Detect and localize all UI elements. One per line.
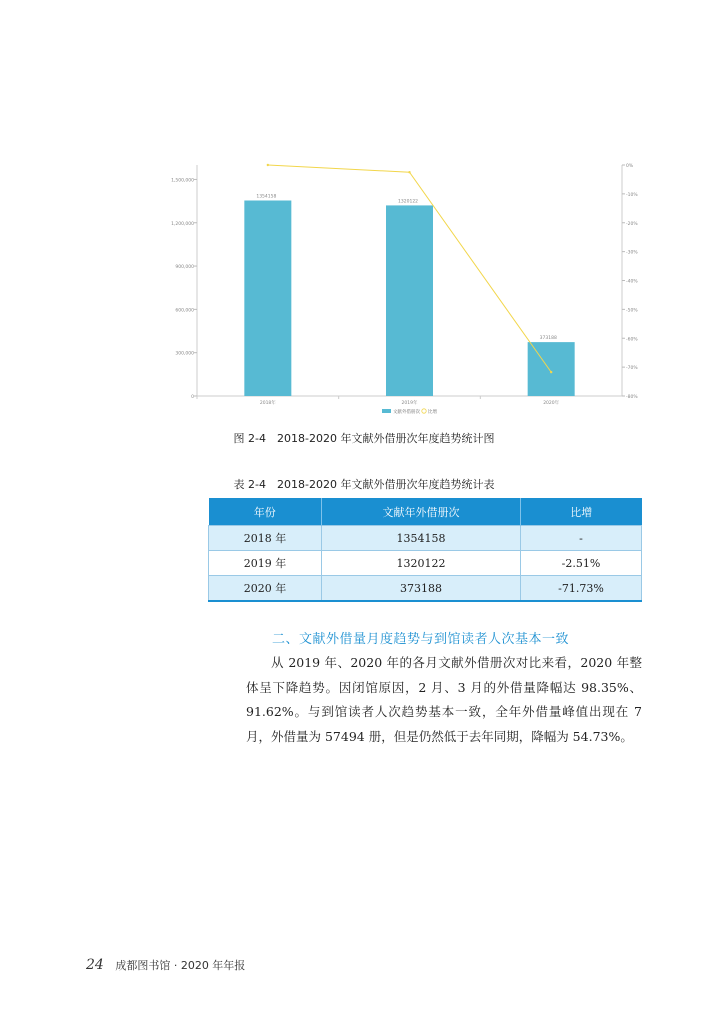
x-tick-label: 2018年 (259, 401, 276, 406)
right-tick-label: -40% (626, 279, 638, 285)
right-tick-label: -10% (626, 192, 638, 198)
cell-borrow-count: 1320122 (322, 551, 521, 576)
right-tick-label: -30% (626, 250, 638, 256)
cell-growth: - (520, 526, 641, 551)
left-tick-label: 900,000 (175, 265, 194, 271)
bar (386, 205, 433, 396)
cell-year: 2020 年 (209, 576, 322, 602)
table-row (209, 551, 642, 576)
cell-growth: -2.51% (520, 551, 641, 576)
legend-swatch-bar (382, 409, 391, 413)
cell-year: 2019 年 (209, 551, 322, 576)
right-tick-label: -60% (626, 337, 638, 343)
growth-point (550, 371, 552, 373)
table-header-row (209, 498, 642, 526)
cell-growth: -71.73% (520, 576, 641, 602)
legend-label-bar: 文献外借册次 (393, 410, 420, 415)
right-tick-label: -50% (626, 308, 638, 314)
figure-caption: 图 2-4 2018-2020 年文献外借册次年度趋势统计图 (233, 432, 495, 445)
header-year: 年份 (209, 498, 322, 526)
x-tick-label: 2020年 (543, 401, 560, 406)
left-tick-label: 1,200,000 (171, 221, 194, 227)
cell-borrow-count: 1354158 (322, 526, 521, 551)
bar-data-label: 1320122 (398, 199, 419, 205)
left-tick-label: 0 (191, 395, 194, 400)
table-row (209, 576, 642, 602)
bar-data-label: 1354158 (256, 194, 277, 200)
header-growth: 比增 (520, 498, 641, 526)
table-row (209, 526, 642, 551)
cell-borrow-count: 373188 (322, 576, 521, 602)
right-tick-label: -20% (626, 221, 638, 227)
right-tick-label: -80% (626, 395, 638, 400)
legend-swatch-line (422, 409, 426, 413)
bar (528, 342, 575, 396)
section-heading: 二、文献外借量月度趋势与到馆读者人次基本一致 (272, 632, 570, 647)
borrowing-stats-table (208, 498, 642, 602)
annual-borrowing-chart (160, 150, 640, 425)
bar (244, 200, 291, 396)
table-caption: 表 2-4 2018-2020 年文献外借册次年度趋势统计表 (233, 478, 495, 491)
header-borrow-count: 文献年外借册次 (322, 498, 521, 526)
left-tick-label: 300,000 (175, 351, 194, 357)
footer-title: 成都图书馆 · 2020 年年报 (115, 959, 246, 972)
bar-data-label: 373188 (539, 336, 557, 342)
left-tick-label: 600,000 (175, 308, 194, 314)
page-footer (86, 957, 245, 973)
legend-label-line: 比增 (428, 410, 437, 415)
chart-bars (244, 193, 574, 396)
right-tick-label: -70% (626, 366, 638, 372)
chart-legend (382, 408, 437, 415)
cell-year: 2018 年 (209, 526, 322, 551)
left-tick-label: 1,500,000 (171, 178, 194, 184)
right-tick-label: 0% (626, 164, 634, 169)
page-number: 24 (86, 957, 104, 973)
growth-point (408, 171, 410, 173)
body-paragraph: 从 2019 年、2020 年的各月文献外借册次对比来看，2020 年整体呈下降趋势。因闭馆原因，2 月、3 月的外借量降幅达 98.35%、91.62%。与到馆读者人次趋势基本一致，全年外借量峰值出现在 7 月，外借量为 57494 册，但是仍然低于去年同期，降幅为 54.73%。 (246, 655, 642, 744)
growth-point (267, 164, 269, 166)
x-tick-label: 2019年 (401, 401, 418, 406)
